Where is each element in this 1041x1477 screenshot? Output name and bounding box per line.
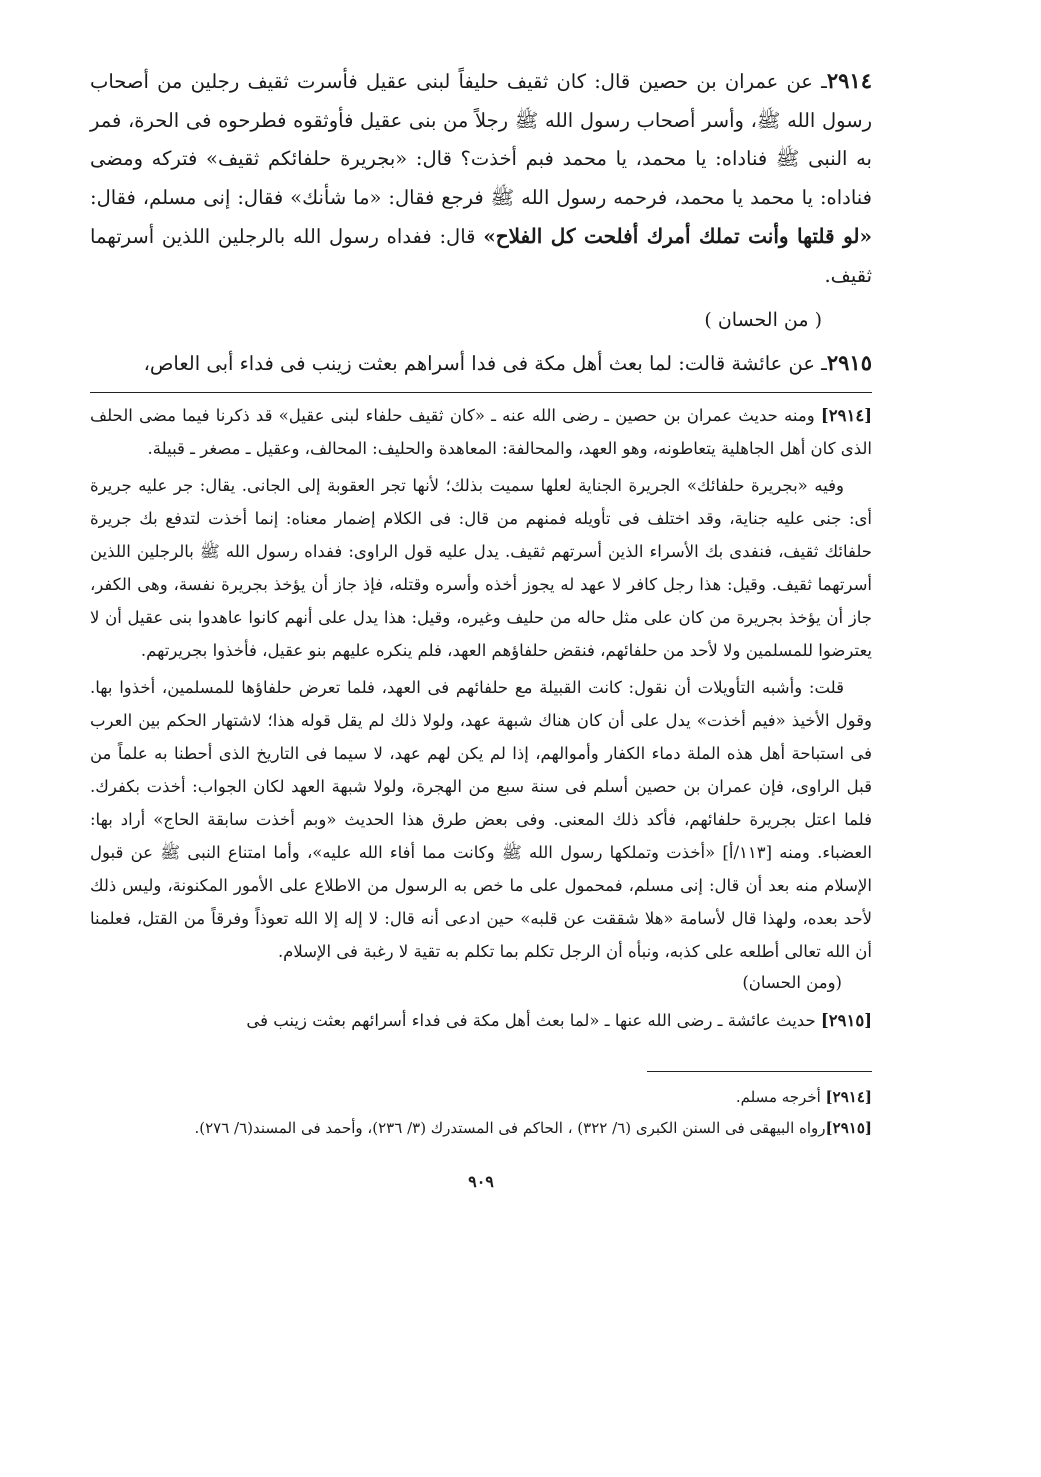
commentary-paragraph: قلت: وأشبه التأويلات أن نقول: كانت القبيلة مع حلفائهم فى العهد، فلما تعرض حلفاؤها للمسلمين، أخذوا بها. وقول الأخيذ «فيم أخذت» يدل على أن كان هناك شبهة عهد، ولولا ذلك لم يقل قوله هذا؛ لاشتهار الحكم بين العرب فى استباحة أهل هذه الملة دماء الكفار وأموالهم، إذا لم يكن لهم عهد، لا سيما فى التاريخ الذى أحطنا به علماً من قبل الراوى، فإن عمران بن حصين أسلم فى سنة سبع من الهجرة، ولولا شبهة العهد لكان الجواب: أخذت بكفرك. فلما اعتل بجريرة حلفائهم، فأكد ذلك المعنى. وفى بعض طرق هذا الحديث «وبم أخذت سابقة الحاج» أراد بها: العضباء. ومنه [١١٣/أ] «أخذت وتملكها رسول الله ﷺ وكانت مما أفاء الله عليه»، وأما امتناع النبى ﷺ عن قبول الإسلام منه بعد أن قال: إنى مسلم، فمحمول على ما خص به الرسول من الاطلاع على الأمور المكنونة، وليس ذلك لأحد بعده، ولهذا قال لأسامة «هلا شققت عن قلبه» حين ادعى أنه قال: لا إله إلا الله تعوذاً وفرقاً من القتل، فعلمنا أن الله تعالى أطلعه على كذبه، ونبأه أن الرجل تكلم بما تكلم به تقية لا رغبة فى الإسلام.	[90, 678, 872, 961]
commentary-number: [٢٩١٤]	[820, 406, 872, 425]
book-page	[90, 62, 872, 1442]
commentary-paragraph: [٢٩١٥] حديث عائشة ـ رضى الله عنها ـ «لما بعث أهل مكة فى فداء أسرائهم بعثت زينب فى	[246, 1011, 872, 1030]
hadith-grade: ( من الحسان )	[704, 309, 822, 331]
footnote-text: رواه البيهقى فى السنن الكبرى (٦/ ٣٢٢) ، الحاكم فى المستدرك (٣/ ٢٣٦)، وأحمد فى المسند(٦/ ٢٧٦).	[194, 1119, 826, 1137]
hadith-number: ٢٩١٥	[826, 350, 872, 375]
footnote-number: [٢٩١٥]	[825, 1119, 872, 1137]
page-number: ٩٠٩	[468, 1172, 494, 1191]
hadith-2914: ٢٩١٤ـ عن عمران بن حصين قال: كان ثقيف حليفاً لبنى عقيل فأسرت ثقيف رجلين من أصحاب رسول الله ﷺ، وأسر أصحاب رسول الله ﷺ رجلاً من بنى عقيل فأوثقوه فطرحوه فى الحرة، فمر به النبى ﷺ فناداه: يا محمد، يا محمد فبم أخذت؟ قال: «بجريرة حلفائكم ثقيف» فتركه ومضى فناداه: يا محمد يا محمد، فرحمه رسول الله ﷺ فرجع فقال: «ما شأنك» فقال: إنى مسلم، فقال: «لو قلتها وأنت تملك أمرك أفلحت كل الفلاح» قال: ففداه رسول الله بالرجلين اللذين أسرتهما ثقيف.	[90, 68, 872, 287]
hadith-2915: ٢٩١٥ـ عن عائشة قالت: لما بعث أهل مكة فى فدا أسراهم بعثت زينب فى فداء أبى العاص،	[143, 350, 872, 375]
footnote-text: أخرجه مسلم.	[735, 1088, 826, 1106]
footnote-divider	[647, 1071, 872, 1072]
commentary-grade: (ومن الحسان)	[742, 973, 842, 992]
footnotes	[90, 1082, 872, 1144]
hadith-text: عن عائشة قالت: لما بعث أهل مكة فى فدا أسراهم بعثت زينب فى فداء أبى العاص،	[143, 352, 815, 375]
hadith-text-after: قال: ففداه رسول الله بالرجلين اللذين أسرتهما ثقيف.	[90, 225, 872, 287]
hadith-number: ٢٩١٤	[826, 68, 872, 93]
footnote	[90, 1113, 872, 1144]
commentary-number: [٢٩١٥]	[820, 1011, 872, 1030]
section-divider	[90, 392, 872, 393]
hadith-bold-quote: «لو قلتها وأنت تملك أمرك أفلحت كل الفلاح»	[483, 224, 872, 248]
footnote	[90, 1082, 872, 1113]
commentary-paragraph: وفيه «بجريرة حلفائك» الجريرة الجناية لعلها سميت بذلك؛ لأنها تجر العقوبة إلى الجانى. يقال: جر عليه جريرة أى: جنى عليه جناية، وقد اختلف فى تأويله فمنهم من قال: فى الكلام إضمار معناه: إنما أخذت لتدفع بك جريرة حلفائك ثقيف، فنفدى بك الأسراء الذين أسرتهم ثقيف. يدل عليه قول الراوى: ففداه رسول الله ﷺ بالرجلين اللذين أسرتهما ثقيف. وقيل: هذا رجل كافر لا عهد له يجوز أخذه وأسره وقتله، فإذ جاز أن يؤخذ بجريرة نفسة، وهى الكفر، جاز أن يؤخذ بجريرة من كان على مثل حاله من حليف وغيره، وقيل: هذا يدل على أنهم كانوا عاهدوا بنى عقيل أن لا يعترضوا للمسلمين ولا لأحد من حلفائهم، فنقض حلفاؤهم العهد، فلم ينكره عليهم بنو عقيل، فأخذوا بجريرتهم.	[90, 476, 872, 660]
hadith-text-before: عن عمران بن حصين قال: كان ثقيف حليفاً لبنى عقيل فأسرت ثقيف رجلين من أصحاب رسول الله ﷺ، وأسر أصحاب رسول الله ﷺ رجلاً من بنى عقيل فأوثقوه فطرحوه فى الحرة، فمر به النبى ﷺ فناداه: يا محمد، يا محمد فبم أخذت؟ قال: «بجريرة حلفائكم ثقيف» فتركه ومضى فناداه: يا محمد يا محمد، فرحمه رسول الله ﷺ فرجع فقال: «ما شأنك» فقال: إنى مسلم، فقال:	[90, 70, 872, 209]
commentary-paragraph: [٢٩١٤] ومنه حديث عمران بن حصين ـ رضى الله عنه ـ «كان ثقيف حلفاء لبنى عقيل» قد ذكرنا فيما مضى الحلف الذى كان أهل الجاهلية يتعاطونه، وهو العهد، والمحالفة: المعاهدة والحليف: المحالف، وعقيل ـ مصغر ـ قبيلة.	[90, 406, 872, 458]
footnote-number: [٢٩١٤]	[825, 1088, 872, 1106]
